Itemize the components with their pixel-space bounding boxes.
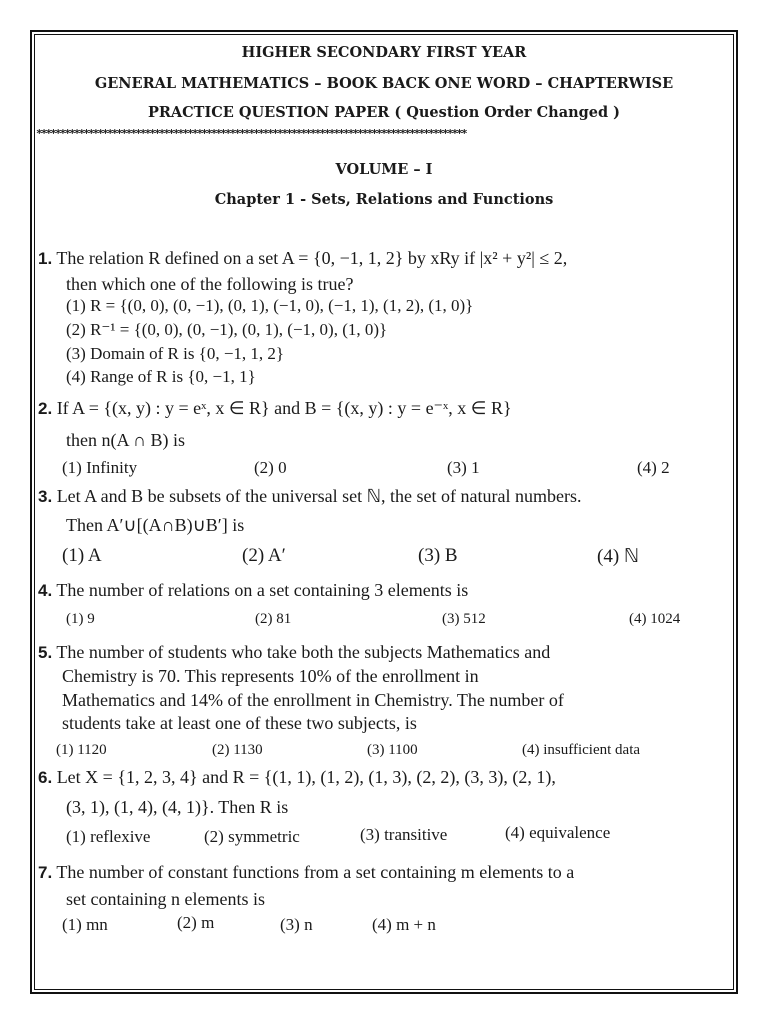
option-3: (3) B	[418, 545, 458, 566]
question-number: 2.	[38, 399, 53, 418]
question-2	[38, 398, 512, 419]
question-number: 1.	[38, 249, 53, 268]
option-1: (1) 1120	[56, 742, 107, 758]
question-text: The number of students who take both the subjects Mathematics and	[56, 642, 551, 662]
question-text: Let A and B be subsets of the universal set ℕ, the set of natural numbers.	[56, 486, 582, 506]
option-3: (3) n	[280, 915, 313, 934]
question-6	[38, 767, 556, 788]
option-2: (2) symmetric	[204, 827, 300, 846]
option-4: (4) insufficient data	[522, 742, 641, 758]
question-text: The number of constant functions from a set containing m elements to a	[56, 862, 575, 882]
question-text: The number of relations on a set containing 3 elements is	[56, 580, 469, 600]
question-text: Let X = {1, 2, 3, 4} and R = {(1, 1), (1, 2), (1, 3), (2, 2), (3, 3), (2, 1),	[56, 767, 556, 787]
question-4	[38, 580, 468, 601]
question-1	[38, 248, 567, 269]
option-4: (4) ℕ	[597, 546, 640, 567]
option-1: (1) reflexive	[66, 827, 151, 846]
question-number: 4.	[38, 581, 53, 600]
question-text-line: students take at least one of these two subjects, is	[62, 713, 417, 733]
question-text-line: then which one of the following is true?	[66, 274, 354, 294]
question-text: If A = {(x, y) : y = eˣ, x ∈ R} and B = {(x, y) : y = e⁻ˣ, x ∈ R}	[56, 398, 512, 418]
header-paper-title: PRACTICE QUESTION PAPER ( Question Order Changed )	[147, 104, 621, 121]
option-4: (4) 2	[637, 458, 670, 477]
question-text-line: then n(A ∩ B) is	[66, 430, 185, 450]
question-text-line: Chemistry is 70. This represents 10% of the enrollment in	[62, 666, 479, 686]
option-3: (3) transitive	[360, 825, 448, 844]
option-2: (2) 81	[255, 611, 292, 627]
header-divider: *******************************************************************************************	[36, 127, 466, 140]
option-1: (1) R = {(0, 0), (0, −1), (0, 1), (−1, 0), (−1, 1), (1, 2), (1, 0)}	[66, 296, 474, 315]
option-1: (1) mn	[62, 915, 108, 934]
header-title: HIGHER SECONDARY FIRST YEAR	[241, 44, 527, 61]
option-2: (2) 0	[254, 458, 287, 477]
question-number: 7.	[38, 863, 53, 882]
question-text-line: Then A′∪[(A∩B)∪B′] is	[66, 515, 245, 535]
question-3	[38, 486, 582, 507]
question-text-line: set containing n elements is	[66, 889, 265, 909]
chapter-heading: Chapter 1 - Sets, Relations and Functions	[214, 191, 554, 208]
question-text-line: (3, 1), (1, 4), (4, 1)}. Then R is	[66, 797, 289, 817]
question-5	[38, 642, 550, 663]
option-3: (3) Domain of R is {0, −1, 1, 2}	[66, 344, 285, 363]
question-7	[38, 862, 574, 883]
volume-heading: VOLUME – I	[335, 161, 433, 178]
option-2: (2) m	[177, 913, 215, 932]
option-2: (2) R⁻¹ = {(0, 0), (0, −1), (0, 1), (−1, 0), (1, 0)}	[66, 320, 388, 339]
option-1: (1) Infinity	[62, 458, 138, 477]
option-1: (1) A	[62, 545, 102, 566]
header-subtitle: GENERAL MATHEMATICS – BOOK BACK ONE WORD – CHAPTERWISE	[94, 75, 674, 92]
option-4: (4) Range of R is {0, −1, 1}	[66, 367, 256, 386]
option-3: (3) 1100	[367, 742, 418, 758]
question-number: 5.	[38, 643, 53, 662]
question-number: 6.	[38, 768, 53, 787]
option-4: (4) 1024	[629, 611, 681, 627]
question-number: 3.	[38, 487, 53, 506]
option-1: (1) 9	[66, 611, 95, 627]
question-text: The relation R defined on a set A = {0, −1, 1, 2} by xRy if |x² + y²| ≤ 2,	[56, 248, 568, 268]
option-2: (2) 1130	[212, 742, 263, 758]
option-2: (2) A′	[242, 545, 286, 566]
option-4: (4) m + n	[372, 915, 436, 934]
question-text-line: Mathematics and 14% of the enrollment in Chemistry. The number of	[62, 690, 564, 710]
option-4: (4) equivalence	[505, 823, 611, 842]
option-3: (3) 1	[447, 458, 480, 477]
option-3: (3) 512	[442, 611, 486, 627]
